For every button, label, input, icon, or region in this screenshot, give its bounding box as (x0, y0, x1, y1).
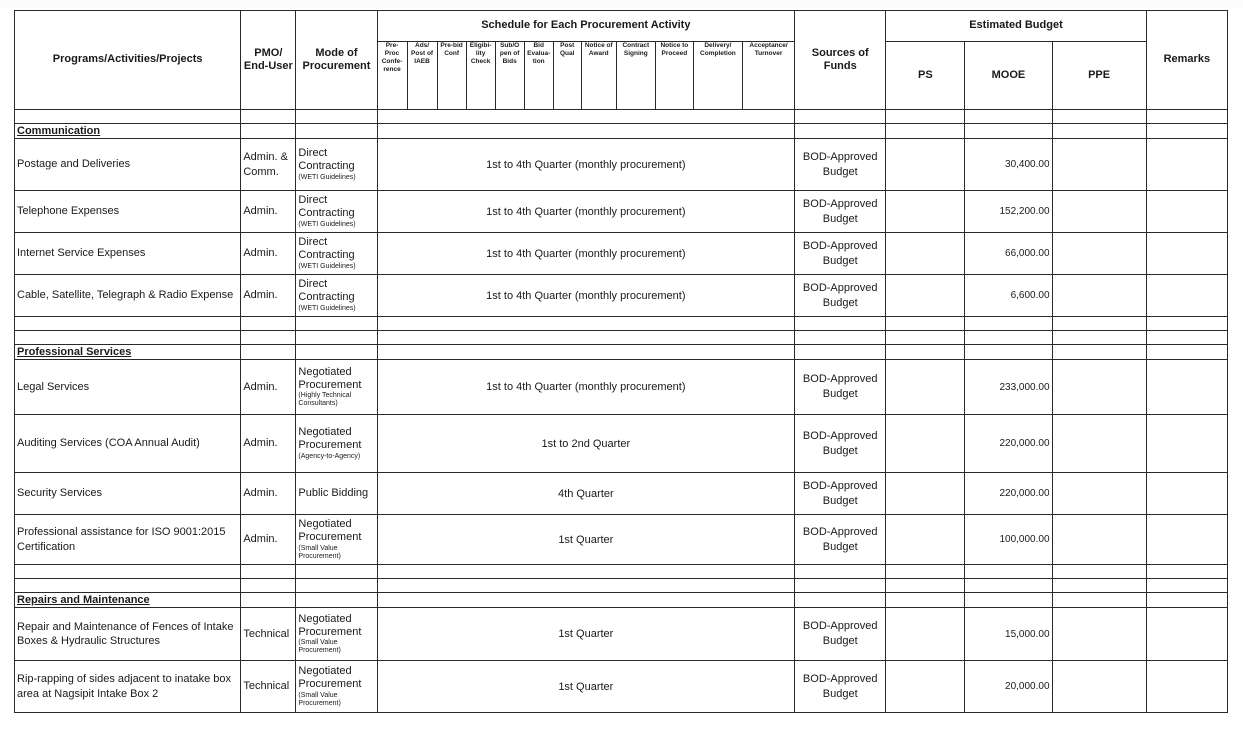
table-row (15, 191, 1228, 233)
pmo-end-user: Admin. (241, 191, 296, 233)
schedule-cell: 1st to 4th Quarter (monthly procurement) (377, 233, 795, 275)
program-name: Security Services (15, 473, 241, 515)
mode-of-procurement (296, 139, 377, 191)
empty-cell (15, 331, 241, 345)
program-name: Legal Services (15, 360, 241, 415)
blank-row (15, 565, 1228, 579)
empty-cell (296, 593, 377, 608)
schedule-cell: 4th Quarter (377, 473, 795, 515)
budget-ppe (1052, 275, 1146, 317)
program-name: Rip-rapping of sides adjacent to inatake box area at Nagsipit Intake Box 2 (15, 661, 241, 713)
budget-ps (886, 360, 965, 415)
budget-mooe: 220,000.00 (965, 473, 1052, 515)
budget-ppe (1052, 608, 1146, 661)
empty-cell (965, 110, 1052, 124)
empty-cell (296, 579, 377, 593)
remarks (1146, 515, 1227, 565)
empty-cell (1146, 345, 1227, 360)
pmo-end-user: Admin. (241, 473, 296, 515)
header-programs: Programs/Activities/Projects (15, 11, 241, 110)
table-row (15, 661, 1228, 713)
schedule-cell: 1st to 4th Quarter (monthly procurement) (377, 360, 795, 415)
mode-label: Direct Contracting (298, 147, 355, 173)
empty-cell (1146, 124, 1227, 139)
sources-of-funds: BOD-Approved Budget (795, 473, 886, 515)
sources-of-funds: BOD-Approved Budget (795, 515, 886, 565)
pmo-end-user: Admin. (241, 360, 296, 415)
remarks (1146, 360, 1227, 415)
budget-ps (886, 661, 965, 713)
blank-row (15, 110, 1228, 124)
remarks (1146, 415, 1227, 473)
blank-row (15, 579, 1228, 593)
empty-cell (241, 579, 296, 593)
empty-cell (241, 565, 296, 579)
header-schedule-col: Post Qual (553, 42, 581, 110)
header-schedule-title: Schedule for Each Procurement Activity (377, 11, 795, 42)
budget-ps (886, 139, 965, 191)
mode-note: (WETI Guidelines) (298, 262, 356, 270)
mode-of-procurement (296, 661, 377, 713)
mode-of-procurement (296, 191, 377, 233)
header-pmo: PMO/ End-User (241, 11, 296, 110)
remarks (1146, 233, 1227, 275)
empty-cell (296, 317, 377, 331)
pmo-end-user: Admin. (241, 275, 296, 317)
remarks (1146, 139, 1227, 191)
empty-cell (1052, 317, 1146, 331)
mode-of-procurement (296, 275, 377, 317)
empty-cell (377, 345, 795, 360)
sources-of-funds: BOD-Approved Budget (795, 415, 886, 473)
mode-of-procurement (296, 608, 377, 661)
header-budget-title: Estimated Budget (886, 11, 1146, 42)
sources-of-funds: BOD-Approved Budget (795, 233, 886, 275)
budget-mooe: 100,000.00 (965, 515, 1052, 565)
empty-cell (15, 579, 241, 593)
budget-ps (886, 608, 965, 661)
mode-label: Negotiated Procurement (298, 518, 362, 544)
table-row (15, 233, 1228, 275)
budget-mooe: 15,000.00 (965, 608, 1052, 661)
mode-note: (Small Value Procurement) (298, 639, 341, 655)
budget-ps (886, 191, 965, 233)
schedule-cell: 1st Quarter (377, 661, 795, 713)
empty-cell (1146, 331, 1227, 345)
budget-ps (886, 415, 965, 473)
program-name: Auditing Services (COA Annual Audit) (15, 415, 241, 473)
mode-note: (WETI Guidelines) (298, 173, 356, 181)
empty-cell (965, 593, 1052, 608)
empty-cell (1052, 124, 1146, 139)
header-schedule-col: Pre-Proc Confe-rence (377, 42, 407, 110)
pmo-end-user: Admin. (241, 415, 296, 473)
mode-note: (Small Value Procurement) (298, 691, 341, 707)
empty-cell (377, 593, 795, 608)
empty-cell (965, 565, 1052, 579)
header-schedule-col: Sub/O pen of Bids (495, 42, 524, 110)
table-row (15, 473, 1228, 515)
procurement-plan-table (14, 10, 1228, 713)
pmo-end-user: Technical (241, 608, 296, 661)
empty-cell (241, 124, 296, 139)
table-body (15, 110, 1228, 713)
empty-cell (1052, 593, 1146, 608)
section-title: Communication (15, 124, 241, 139)
empty-cell (795, 331, 886, 345)
budget-ppe (1052, 661, 1146, 713)
program-name: Professional assistance for ISO 9001:2015 Certification (15, 515, 241, 565)
remarks (1146, 661, 1227, 713)
header-budget-ppe: PPE (1052, 42, 1146, 110)
empty-cell (377, 331, 795, 345)
budget-ps (886, 233, 965, 275)
empty-cell (795, 593, 886, 608)
budget-ppe (1052, 191, 1146, 233)
remarks (1146, 191, 1227, 233)
table-row (15, 608, 1228, 661)
mode-label: Negotiated Procurement (298, 426, 362, 452)
blank-row (15, 331, 1228, 345)
budget-mooe: 66,000.00 (965, 233, 1052, 275)
scan-edge (0, 0, 1243, 8)
empty-cell (795, 110, 886, 124)
sources-of-funds: BOD-Approved Budget (795, 608, 886, 661)
empty-cell (965, 331, 1052, 345)
empty-cell (15, 317, 241, 331)
program-name: Cable, Satellite, Telegraph & Radio Expense (15, 275, 241, 317)
empty-cell (795, 565, 886, 579)
empty-cell (965, 124, 1052, 139)
sources-of-funds: BOD-Approved Budget (795, 275, 886, 317)
mode-note: (Small Value Procurement) (298, 544, 341, 560)
header-funds: Sources of Funds (795, 11, 886, 110)
remarks (1146, 275, 1227, 317)
budget-mooe: 152,200.00 (965, 191, 1052, 233)
header-mode: Mode of Procurement (296, 11, 377, 110)
schedule-cell: 1st to 4th Quarter (monthly procurement) (377, 275, 795, 317)
mode-note: (Agency-to-Agency) (298, 452, 361, 460)
schedule-cell: 1st Quarter (377, 608, 795, 661)
pmo-end-user: Admin. & Comm. (241, 139, 296, 191)
table-row (15, 275, 1228, 317)
empty-cell (241, 110, 296, 124)
sources-of-funds: BOD-Approved Budget (795, 360, 886, 415)
header-schedule-col: Notice to Proceed (655, 42, 693, 110)
empty-cell (377, 124, 795, 139)
budget-ppe (1052, 515, 1146, 565)
empty-cell (241, 593, 296, 608)
section-row (15, 593, 1228, 608)
header-schedule-col: Ads/ Post of IAEB (407, 42, 437, 110)
budget-mooe: 20,000.00 (965, 661, 1052, 713)
empty-cell (1146, 565, 1227, 579)
empty-cell (795, 345, 886, 360)
program-name: Repair and Maintenance of Fences of Intake Boxes & Hydraulic Structures (15, 608, 241, 661)
empty-cell (296, 565, 377, 579)
budget-mooe: 6,600.00 (965, 275, 1052, 317)
empty-cell (296, 124, 377, 139)
header-schedule-col: Pre-bid Conf (437, 42, 466, 110)
table-row (15, 515, 1228, 565)
mode-note: (WETI Guidelines) (298, 304, 356, 312)
empty-cell (1052, 110, 1146, 124)
table-row (15, 360, 1228, 415)
header-schedule-col: Contract Signing (616, 42, 655, 110)
empty-cell (886, 579, 965, 593)
schedule-cell: 1st Quarter (377, 515, 795, 565)
empty-cell (15, 565, 241, 579)
empty-cell (965, 579, 1052, 593)
header-schedule-col: Bid Evalua-tion (524, 42, 553, 110)
mode-label: Negotiated Procurement (298, 365, 362, 391)
mode-note: (WETI Guidelines) (298, 220, 356, 228)
table-header (15, 11, 1228, 110)
empty-cell (886, 110, 965, 124)
empty-cell (241, 317, 296, 331)
empty-cell (1146, 593, 1227, 608)
budget-mooe: 30,400.00 (965, 139, 1052, 191)
section-row (15, 124, 1228, 139)
pmo-end-user: Admin. (241, 515, 296, 565)
mode-label: Direct Contracting (298, 194, 355, 220)
empty-cell (886, 124, 965, 139)
table-row (15, 139, 1228, 191)
sources-of-funds: BOD-Approved Budget (795, 139, 886, 191)
mode-of-procurement (296, 360, 377, 415)
empty-cell (377, 317, 795, 331)
empty-cell (795, 124, 886, 139)
empty-cell (886, 317, 965, 331)
empty-cell (1052, 579, 1146, 593)
budget-ps (886, 515, 965, 565)
empty-cell (886, 593, 965, 608)
empty-cell (1146, 110, 1227, 124)
pmo-end-user: Admin. (241, 233, 296, 275)
empty-cell (377, 110, 795, 124)
header-budget-mooe: MOOE (965, 42, 1052, 110)
mode-label: Public Bidding (298, 486, 369, 499)
empty-cell (377, 579, 795, 593)
budget-ppe (1052, 233, 1146, 275)
empty-cell (1052, 331, 1146, 345)
budget-ps (886, 473, 965, 515)
mode-label: Direct Contracting (298, 278, 355, 304)
sources-of-funds: BOD-Approved Budget (795, 191, 886, 233)
empty-cell (296, 331, 377, 345)
mode-note: (Highly Technical Consultants) (298, 392, 352, 408)
mode-label: Direct Contracting (298, 236, 355, 262)
sources-of-funds: BOD-Approved Budget (795, 661, 886, 713)
empty-cell (296, 345, 377, 360)
empty-cell (241, 345, 296, 360)
remarks (1146, 608, 1227, 661)
budget-ppe (1052, 139, 1146, 191)
program-name: Postage and Deliveries (15, 139, 241, 191)
empty-cell (1052, 345, 1146, 360)
empty-cell (886, 345, 965, 360)
empty-cell (965, 345, 1052, 360)
empty-cell (1146, 579, 1227, 593)
mode-of-procurement (296, 473, 377, 515)
header-schedule-col: Eligibi-lity Check (466, 42, 495, 110)
empty-cell (965, 317, 1052, 331)
section-title: Repairs and Maintenance (15, 593, 241, 608)
mode-label: Negotiated Procurement (298, 612, 362, 638)
empty-cell (795, 579, 886, 593)
budget-mooe: 233,000.00 (965, 360, 1052, 415)
mode-label: Negotiated Procurement (298, 665, 362, 691)
empty-cell (886, 331, 965, 345)
mode-of-procurement (296, 233, 377, 275)
program-name: Telephone Expenses (15, 191, 241, 233)
blank-row (15, 317, 1228, 331)
empty-cell (1146, 317, 1227, 331)
mode-of-procurement (296, 415, 377, 473)
empty-cell (795, 317, 886, 331)
budget-mooe: 220,000.00 (965, 415, 1052, 473)
header-remarks: Remarks (1146, 11, 1227, 110)
empty-cell (886, 565, 965, 579)
budget-ppe (1052, 360, 1146, 415)
header-schedule-col: Delivery/ Completion (693, 42, 742, 110)
section-row (15, 345, 1228, 360)
schedule-cell: 1st to 4th Quarter (monthly procurement) (377, 139, 795, 191)
section-title: Professional Services (15, 345, 241, 360)
table-row (15, 415, 1228, 473)
schedule-cell: 1st to 2nd Quarter (377, 415, 795, 473)
header-schedule-col: Notice of Award (581, 42, 616, 110)
empty-cell (241, 331, 296, 345)
empty-cell (377, 565, 795, 579)
empty-cell (296, 110, 377, 124)
budget-ps (886, 275, 965, 317)
budget-ppe (1052, 415, 1146, 473)
mode-of-procurement (296, 515, 377, 565)
empty-cell (15, 110, 241, 124)
schedule-cell: 1st to 4th Quarter (monthly procurement) (377, 191, 795, 233)
header-budget-ps: PS (886, 42, 965, 110)
header-schedule-col: Acceptance/ Turnover (742, 42, 794, 110)
remarks (1146, 473, 1227, 515)
empty-cell (1052, 565, 1146, 579)
pmo-end-user: Technical (241, 661, 296, 713)
budget-ppe (1052, 473, 1146, 515)
program-name: Internet Service Expenses (15, 233, 241, 275)
